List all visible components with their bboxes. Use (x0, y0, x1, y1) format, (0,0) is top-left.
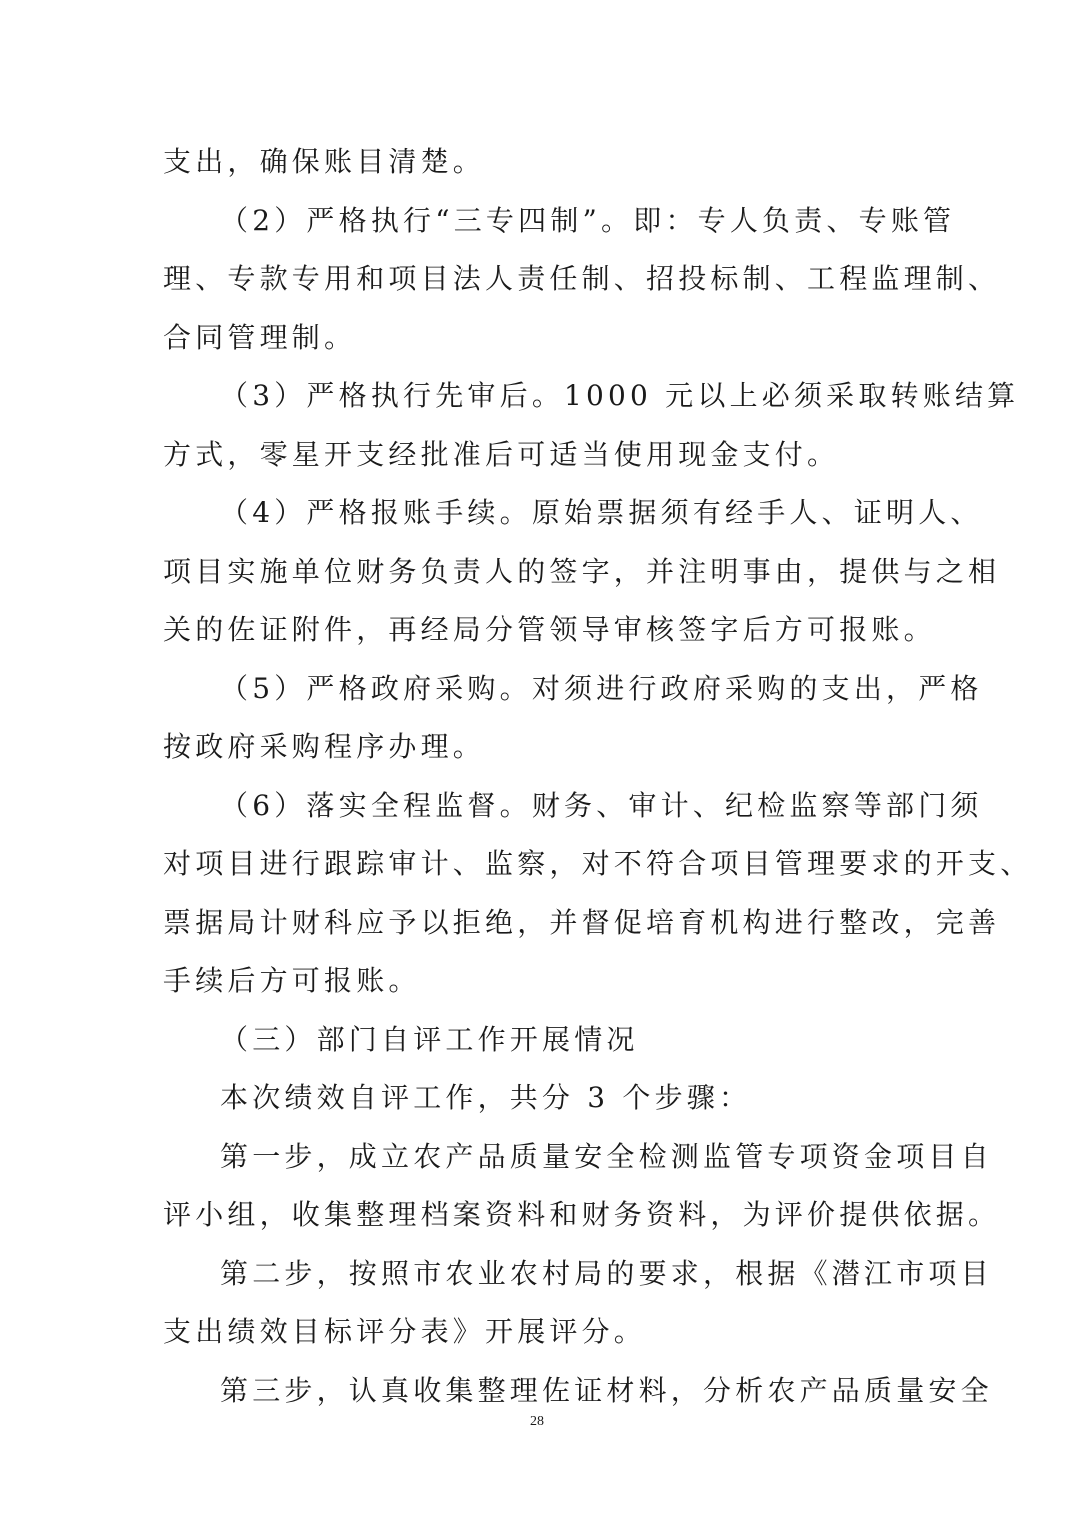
text-line: （2）严格执行“三专四制”。即：专人负责、专账管 (220, 203, 956, 237)
section-heading: （三）部门自评工作开展情况 (220, 1022, 639, 1056)
text-line: 手续后方可报账。 (163, 964, 421, 997)
text-line: 项目实施单位财务负责人的签字，并注明事由，提供与之相 (163, 554, 1001, 588)
text-line: （3）严格执行先审后。1000 元以上必须采取转账结算 (220, 379, 1020, 412)
text-line: 评小组，收集整理档案资料和财务资料，为评价提供依据。 (163, 1198, 1001, 1231)
text-line: 第三步，认真收集整理佐证材料，分析农产品质量安全 (220, 1373, 993, 1407)
text-line: 支出绩效目标评分表》开展评分。 (163, 1315, 647, 1348)
text-line: 按政府采购程序办理。 (163, 730, 486, 763)
text-line: 合同管理制。 (163, 320, 357, 354)
body-text (163, 133, 1033, 1420)
text-line: 对项目进行跟踪审计、监察，对不符合项目管理要求的开支、 (163, 847, 1033, 880)
text-line: （6）落实全程监督。财务、审计、纪检监察等部门须 (220, 788, 983, 822)
text-line: 第一步，成立农产品质量安全检测监管专项资金项目自 (220, 1139, 993, 1173)
text-line: 支出，确保账目清楚。 (163, 145, 486, 178)
text-line: （4）严格报账手续。原始票据须有经手人、证明人、 (220, 496, 983, 529)
text-line: 第二步，按照市农业农村局的要求，根据《潜江市项目 (220, 1256, 993, 1290)
text-line: 本次绩效自评工作，共分 3 个步骤： (220, 1081, 752, 1114)
text-line: 理、专款专用和项目法人责任制、招投标制、工程监理制、 (163, 262, 1001, 295)
text-line: 票据局计财科应予以拒绝，并督促培育机构进行整改，完善 (163, 905, 1001, 939)
page-number: 28 (530, 1414, 544, 1429)
text-line: （5）严格政府采购。对须进行政府采购的支出，严格 (220, 671, 983, 705)
text-line: 关的佐证附件，再经局分管领导审核签字后方可报账。 (163, 613, 936, 646)
text-line: 方式，零星开支经批准后可适当使用现金支付。 (163, 437, 840, 471)
